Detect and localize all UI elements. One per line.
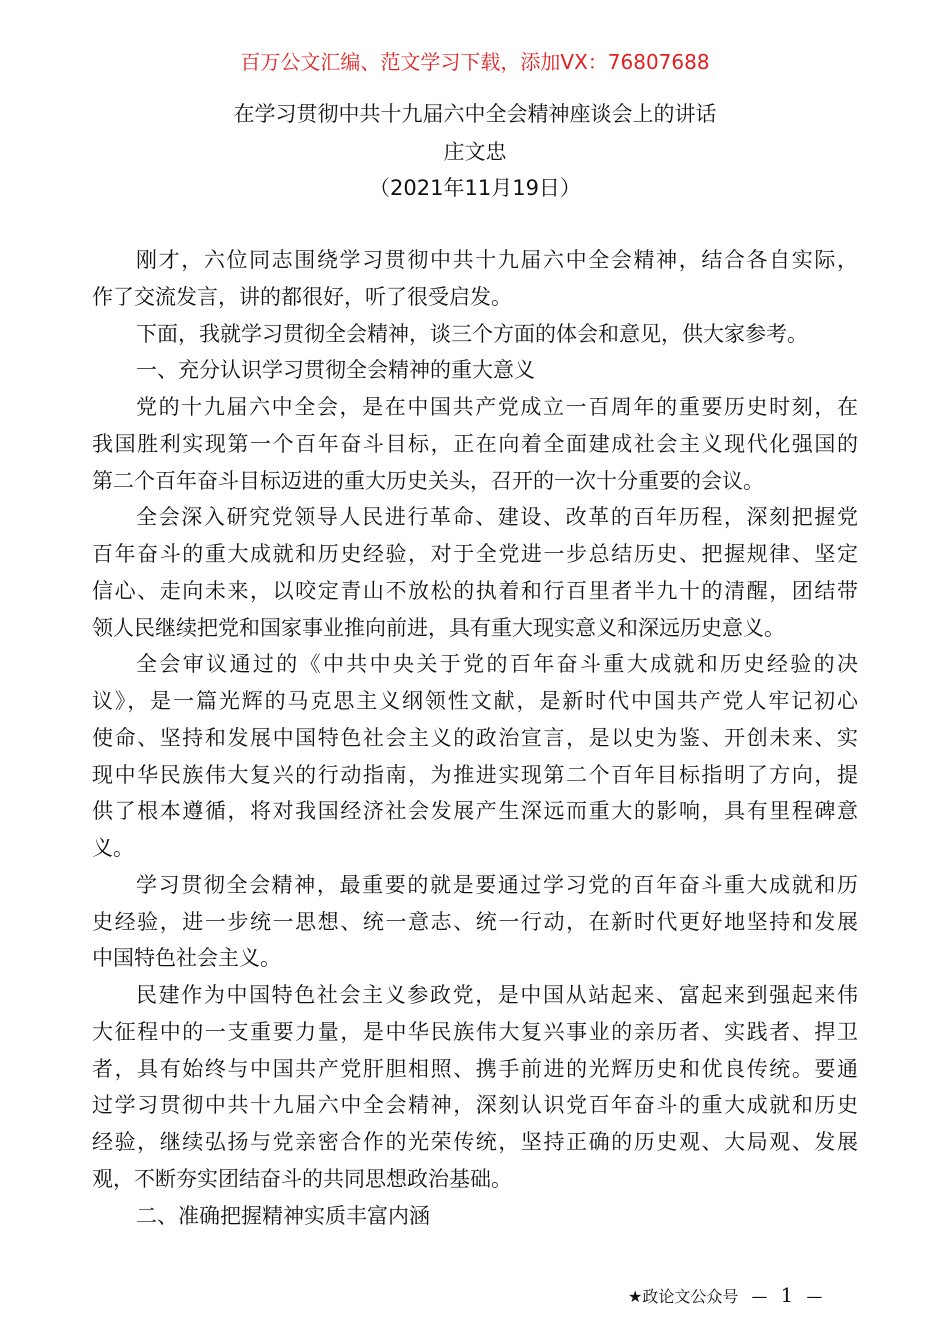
text-line: 下面，我就学习贯彻全会精神，谈三个方面的体会和意见，供大家参考。 (136, 321, 808, 346)
text-line: 义。 (92, 836, 134, 860)
paragraph (92, 1198, 858, 1235)
text-line: 民建作为中国特色社会主义参政党，是中国从站起来、富起来到强起来伟 (136, 983, 858, 1007)
text-line: 者，具有始终与中国共产党肝胆相照、携手前进的光辉历史和优良传统。要通 (92, 1056, 858, 1081)
text-line: 信心、走向未来，以咬定青山不放松的执着和行百里者半九十的清醒，团结带 (92, 578, 858, 603)
text-line: 我国胜利实现第一个百年奋斗目标，正在向着全面建成社会主义现代化强国的 (92, 431, 858, 456)
dash-right: — (806, 1287, 823, 1306)
date: （2021年11月19日） (369, 176, 581, 200)
paragraph (92, 499, 858, 646)
text-line: 大征程中的一支重要力量，是中华民族伟大复兴事业的亲历者、实践者、捍卫 (92, 1019, 858, 1044)
text-line: 观，不断夯实团结奋斗的共同思想政治基础。 (92, 1166, 512, 1191)
page-number: 1 (780, 1283, 794, 1307)
author: 庄文忠 (443, 140, 507, 164)
text-line: 中国特色社会主义。 (92, 946, 281, 971)
text-line: 全会审议通过的《中共中央关于党的百年奋斗重大成就和历史经验的决 (136, 652, 858, 677)
text-line: 全会深入研究党领导人民进行革命、建设、改革的百年历程，深刻把握党 (136, 505, 858, 530)
watermark-banner: 百万公文汇编、范文学习下载，添加VX：76807688 (240, 50, 710, 74)
text-line: 二、准确把握精神实质丰富内涵 (136, 1203, 430, 1228)
text-line: 经验，继续弘扬与党亲密合作的光荣传统，坚持正确的历史观、大局观、发展 (92, 1130, 858, 1154)
text-line: 史经验，进一步统一思想、统一意志、统一行动，在新时代更好地坚持和发展 (92, 909, 858, 934)
paragraph (92, 316, 858, 353)
text-line: 现中华民族伟大复兴的行动指南，为推进实现第二个百年目标指明了方向，提 (92, 762, 858, 787)
text-line: 过学习贯彻中共十九届六中全会精神，深刻认识党百年奋斗的重大成就和历史 (92, 1093, 858, 1118)
paragraph (92, 242, 858, 316)
paragraph (92, 389, 858, 499)
paragraph (92, 352, 858, 389)
text-line: 学习贯彻全会精神，最重要的就是要通过学习党的百年奋斗重大成就和历 (136, 872, 858, 897)
paragraph (92, 977, 858, 1198)
text-line: 领人民继续把党和国家事业推向前进，具有重大现实意义和深远历史意义。 (92, 615, 785, 640)
text-line: 议》，是一篇光辉的马克思主义纲领性文献，是新时代中国共产党人牢记初心 (92, 689, 858, 713)
dash-left: — (751, 1287, 768, 1306)
text-line: 党的十九届六中全会，是在中国共产党成立一百周年的重要历史时刻，在 (136, 395, 858, 419)
document-title: 在学习贯彻中共十九届六中全会精神座谈会上的讲话 (233, 102, 717, 126)
text-line: 百年奋斗的重大成就和历史经验，对于全党进一步总结历史、把握规律、坚定 (92, 542, 858, 566)
document-body (92, 242, 858, 1234)
text-line: 供了根本遵循，将对我国经济社会发展产生深远而重大的影响，具有里程碑意 (92, 799, 858, 824)
page-footer (628, 1283, 822, 1307)
text-line: 刚才，六位同志围绕学习贯彻中共十九届六中全会精神，结合各自实际， (136, 248, 858, 272)
text-line: 使命、坚持和发展中国特色社会主义的政治宣言，是以史为鉴、开创未来、实 (92, 725, 858, 750)
text-line: 作了交流发言，讲的都很好，听了很受启发。 (92, 284, 512, 309)
text-line: 一、充分认识学习贯彻全会精神的重大意义 (136, 358, 535, 383)
footer-source: ★政论文公众号 (628, 1287, 739, 1306)
paragraph (92, 867, 858, 977)
text-line: 第二个百年奋斗目标迈进的重大历史关头，召开的一次十分重要的会议。 (92, 468, 764, 493)
paragraph (92, 646, 858, 867)
